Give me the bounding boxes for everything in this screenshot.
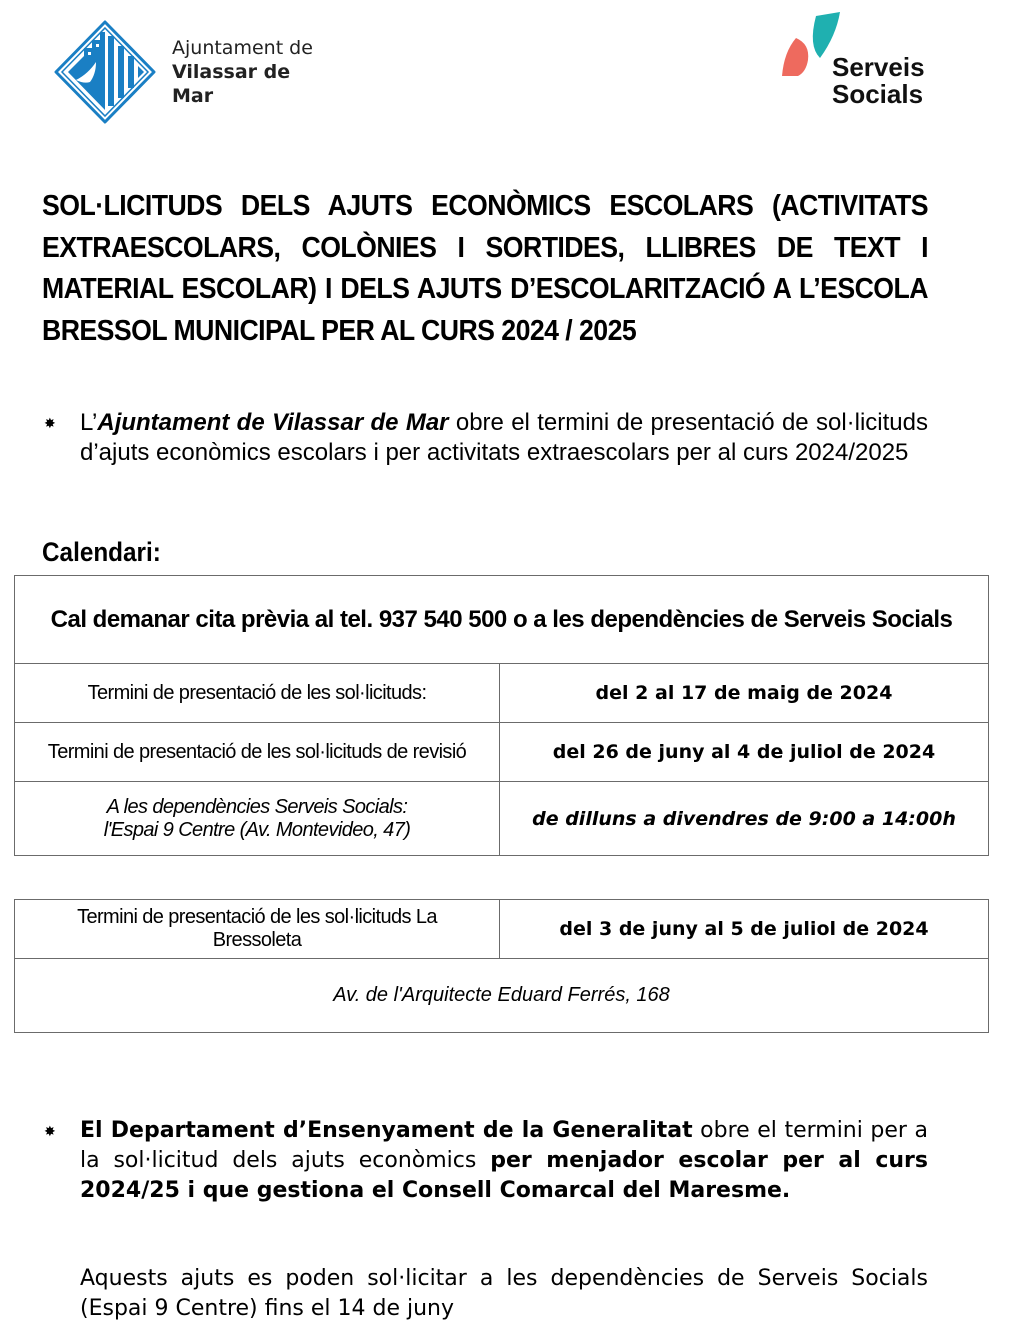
row-value: del 3 de juny al 5 de juliol de 2024 <box>500 900 989 959</box>
row-label <box>15 782 500 856</box>
serveis-socials-logo <box>778 8 948 108</box>
menjador-bold1: El Departament d’Ensenyament de la Generalitat <box>80 1118 693 1143</box>
bressoleta-table <box>14 899 989 1033</box>
bressoleta-label-line2: Bressoleta <box>212 929 302 951</box>
menjador-text1: obre el termini per a la sol·licitud dels ajuts econòmics <box>80 1118 928 1173</box>
asterisk-bullet-icon: ✸ <box>44 415 56 431</box>
table-row <box>15 900 989 959</box>
intro-bold: Ajuntament de Vilassar de Mar <box>97 409 449 436</box>
ajuntament-logo <box>50 18 320 126</box>
row-value: del 26 de juny al 4 de juliol de 2024 <box>500 723 989 782</box>
logo-line1: Ajuntament de <box>172 37 313 59</box>
bressoleta-label-line1: Termini de presentació de les sol·licituds La <box>77 906 437 928</box>
bressoleta-address: Av. de l'Arquitecte Eduard Ferrés, 168 <box>15 959 989 1033</box>
menjador-paragraph <box>80 1116 928 1206</box>
row-value: del 2 al 17 de maig de 2024 <box>500 664 989 723</box>
menjador-bold2: per menjador escolar per al curs 2024/25 i que gestiona el Consell Comarcal del Maresme. <box>80 1148 928 1203</box>
logo-line2: Vilassar de Mar <box>172 61 291 107</box>
location-line2: l'Espai 9 Centre (Av. Montevideo, 47) <box>103 818 411 841</box>
asterisk-bullet-icon: ✸ <box>44 1123 56 1139</box>
intro-rest: obre el termini de presentació de sol·licituds d’ajuts econòmics escolars i per activitats extraescolars per al curs 2024/2025 <box>80 409 928 466</box>
table-row <box>15 723 989 782</box>
logo-serveis: Serveis <box>832 52 925 82</box>
row-label <box>15 900 500 959</box>
calendar-table <box>14 575 989 856</box>
page-title: SOL·LICITUDS DELS AJUTS ECONÒMICS ESCOLARS (ACTIVITATS EXTRAESCOLARS, COLÒNIES I SORTIDES, LLIBRES DE TEXT I MATERIAL ESCOLAR) I DELS AJUTS D’ESCOLARITZACIÓ A L’ESCOLA BRESSOL MUNICIPAL PER AL CURS 2024 / 2025 <box>42 190 928 347</box>
table-row <box>15 664 989 723</box>
appointment-notice: Cal demanar cita prèvia al tel. 937 540 500 o a les dependències de Serveis Socials <box>15 576 989 664</box>
row-label: Termini de presentació de les sol·licituds: <box>15 664 500 723</box>
table-row <box>15 782 989 856</box>
intro-paragraph <box>80 408 928 468</box>
logo-socials: Socials <box>832 79 924 109</box>
intro-prefix: L’ <box>80 409 98 436</box>
location-line1: A les dependències Serveis Socials: <box>106 795 408 818</box>
calendar-heading: Calendari: <box>42 537 161 567</box>
vilassar-coat-of-arms-icon <box>50 18 160 126</box>
menjador-note: Aquests ajuts es poden sol·licitar a les dependències de Serveis Socials (Espai 9 Centre) fins el 14 de juny <box>80 1266 928 1321</box>
row-value: de dilluns a divendres de 9:00 a 14:00h <box>500 782 989 856</box>
row-label: Termini de presentació de les sol·licituds de revisió <box>15 723 500 782</box>
